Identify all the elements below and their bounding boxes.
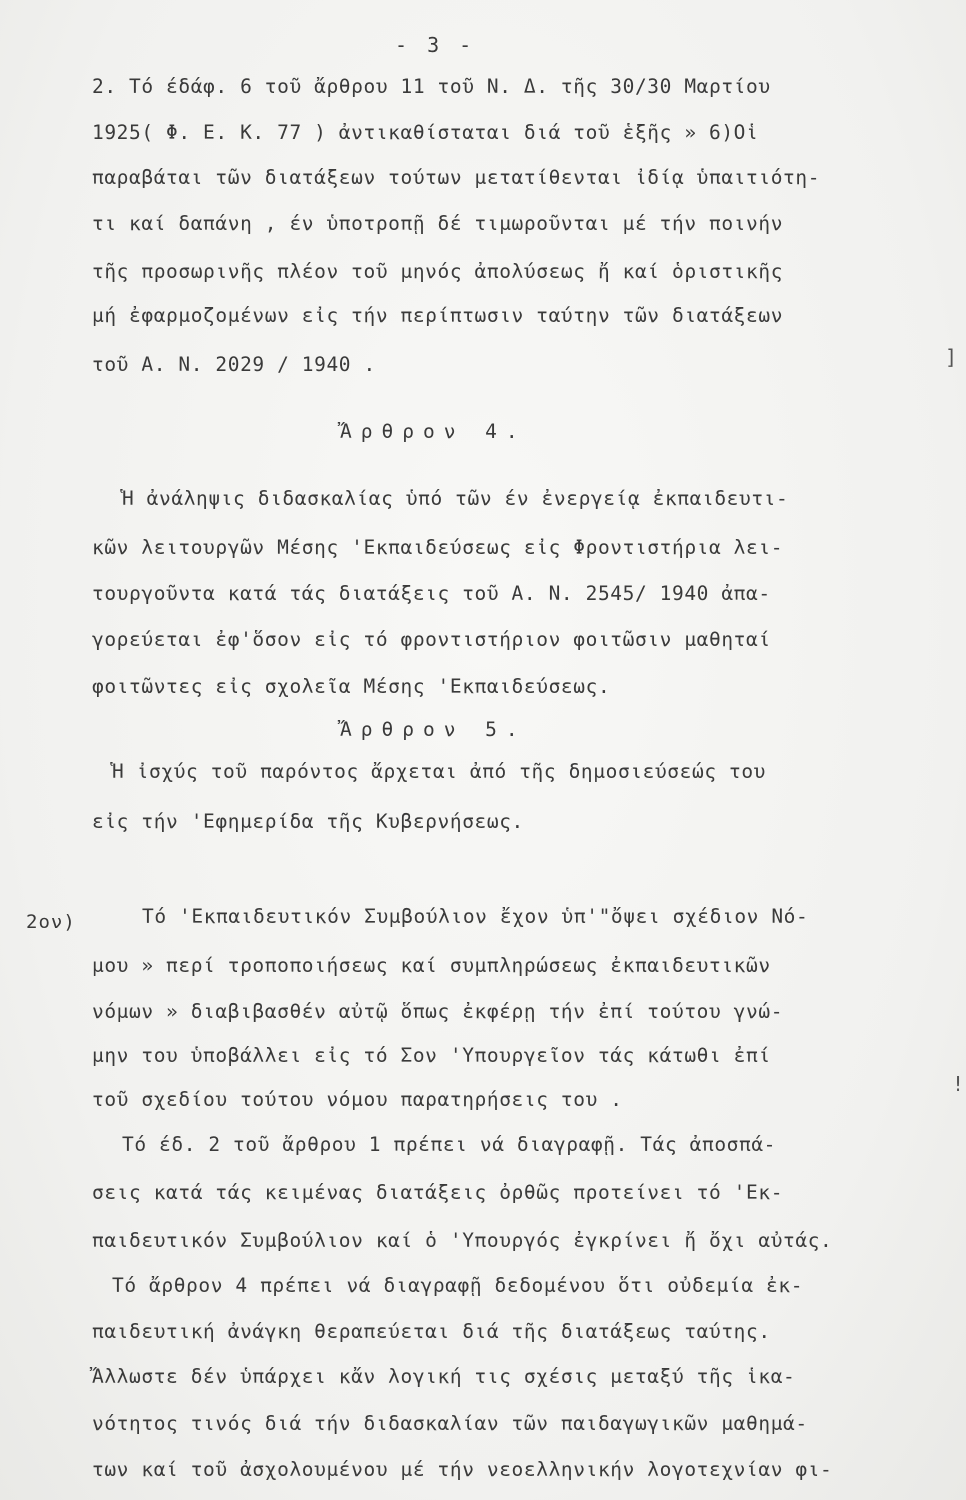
text-line: Ἡ ἰσχύς τοῦ παρόντος ἄρχεται ἀπό τῆς δημοσιεύσεώς του — [112, 760, 767, 783]
margin-mark: ] — [945, 345, 958, 369]
text-line: 2. Τό έδάφ. 6 τοῦ ἄρθρου 11 τοῦ Ν. Δ. τῆς 30/30 Μαρτίου — [92, 75, 771, 98]
text-line: νότητος τινός διά τήν διδασκαλίαν τῶν παιδαγωγικῶν μαθημά- — [92, 1412, 808, 1435]
text-line: γορεύεται ἐφ'ὅσον εἰς τό φροντιστήριον φοιτῶσιν μαθηταί — [92, 628, 771, 651]
text-line: 1925( Φ. Ε. Κ. 77 ) ἀντικαθίσταται διά τοῦ ἑξῆς » 6)Οἱ — [92, 121, 759, 144]
text-line: παραβάται τῶν διατάξεων τούτων μετατίθενται ἰδίᾳ ὑπαιτιότη- — [92, 166, 821, 189]
text-line: τουργοῦντα κατά τάς διατάξεις τοῦ Α. Ν. 2545/ 1940 ἀπα- — [92, 582, 771, 605]
text-line: φοιτῶντες εἰς σχολεῖα Μέσης 'Εκπαιδεύσεως. — [92, 675, 611, 698]
page-number: - 3 - — [395, 33, 476, 57]
text-line: παιδευτικόν Συμβούλιον καί ὁ 'Υπουργός ἐγκρίνει ἤ ὄχι αὐτάς. — [92, 1229, 833, 1252]
text-line: τοῦ Α. Ν. 2029 / 1940 . — [92, 353, 376, 376]
text-line: εἰς τήν 'Εφημερίδα τῆς Κυβερνήσεως. — [92, 810, 524, 833]
text-line: σεις κατά τάς κειμένας διατάξεις ὀρθῶς προτείνει τό 'Εκ- — [92, 1181, 784, 1204]
margin-mark: ! — [952, 1072, 965, 1096]
text-line: μή ἐφαρμοζομένων εἰς τήν περίπτωσιν ταύτην τῶν διατάξεων — [92, 304, 784, 327]
article-heading: Ἄρθρον 4. — [340, 420, 527, 443]
text-line: τῆς προσωρινῆς πλέον τοῦ μηνός ἀπολύσεως ἤ καί ὁριστικῆς — [92, 260, 784, 283]
text-line: μου » περί τροποποιήσεως καί συμπληρώσεως ἐκπαιδευτικῶν — [92, 954, 771, 977]
text-line: Τό 'Εκπαιδευτικόν Συμβούλιον ἔχον ὑπ'"ὄψει σχέδιον Νό- — [142, 905, 809, 928]
text-line: Ἡ ἀνάληψις διδασκαλίας ὑπό τῶν έν ἐνεργείᾳ ἐκπαιδευτι- — [122, 487, 789, 510]
article-heading: Ἄρθρον 5. — [340, 718, 527, 741]
text-line: μην του ὑποβάλλει εἰς τό Σον 'Υπουργεῖον τάς κάτωθι ἐπί — [92, 1044, 771, 1067]
text-line: παιδευτική ἀνάγκη θεραπεύεται διά τῆς διατάξεως ταύτης. — [92, 1320, 771, 1343]
text-line: κῶν λειτουργῶν Μέσης 'Εκπαιδεύσεως εἰς Φροντιστήρια λει- — [92, 536, 784, 559]
text-line: Τό έδ. 2 τοῦ ἄρθρου 1 πρέπει νά διαγραφῇ. Τάς ἀποσπά- — [122, 1133, 777, 1156]
text-line: τοῦ σχεδίου τούτου νόμου παρατηρήσεις του . — [92, 1088, 623, 1111]
text-line: Ἄλλωστε δέν ὑπάρχει κἄν λογική τις σχέσις μεταξύ τῆς ἱκα- — [92, 1365, 796, 1388]
text-line: Τό ἄρθρον 4 πρέπει νά διαγραφῇ δεδομένου ὅτι οὐδεμία ἐκ- — [112, 1274, 804, 1297]
margin-label: 2ον) — [26, 911, 76, 933]
text-line: νόμων » διαβιβασθέν αὐτῷ ὅπως ἐκφέρῃ τήν ἐπί τούτου γνώ- — [92, 1000, 784, 1023]
text-line: των καί τοῦ ἀσχολουμένου μέ τήν νεοελληνικήν λογοτεχνίαν φι- — [92, 1458, 833, 1481]
text-line: τι καί δαπάνη , έν ὑποτροπῇ δέ τιμωροῦνται μέ τήν ποινήν — [92, 212, 784, 235]
